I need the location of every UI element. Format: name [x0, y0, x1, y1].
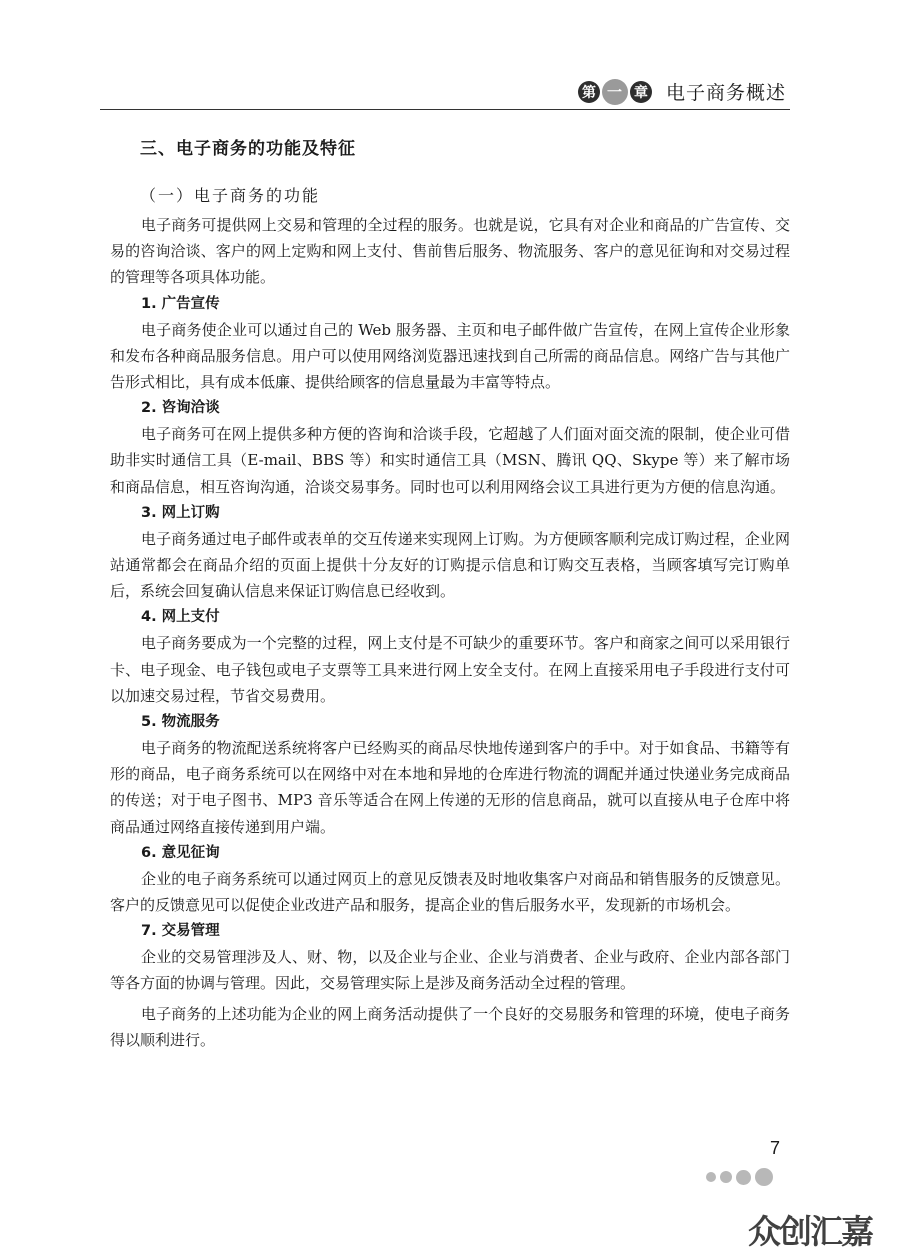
item-heading-consult: 2. 咨询洽谈	[141, 400, 220, 417]
running-header	[100, 74, 790, 110]
item-text-management: 企业的交易管理涉及人、财、物，以及企业与企业、企业与消费者、企业与政府、企业内部各部门等各方面的协调与管理。因此，交易管理实际上是涉及商务活动全过程的管理。	[110, 948, 790, 993]
item-heading-management: 7. 交易管理	[141, 923, 220, 940]
page-number: 7	[770, 1138, 781, 1158]
ornament-dot	[736, 1170, 751, 1185]
item-text-order: 电子商务通过电子邮件或表单的交互传递来实现网上订购。为方便顾客顺利完成订购过程，企业网站通常都会在商品介绍的页面上提供十分友好的订购提示信息和订购交互表格，当顾客填写完订购单后，系统会回复确认信息来保证订购信息已经收到。	[110, 529, 790, 601]
page-dots-ornament	[706, 1168, 773, 1186]
item-text-logistics: 电子商务的物流配送系统将客户已经购买的商品尽快地传递到客户的手中。对于如食品、书籍等有形的商品，电子商务系统可以在网络中对在本地和异地的仓库进行物流的调配并通过快递业务完成商品的传送；对于电子图书、MP3 音乐等适合在网上传递的无形的信息商品，就可以直接从电子仓库中将商品通过网络直接传递到用户端。	[110, 739, 790, 836]
item-heading-logistics: 5. 物流服务	[141, 714, 220, 731]
item-text-ad: 电子商务使企业可以通过自己的 Web 服务器、主页和电子邮件做广告宣传，在网上宣传企业形象和发布各种商品服务信息。用户可以使用网络浏览器迅速找到自己所需的商品信息。网络广告与其他广告形式相比，具有成本低廉、提供给顾客的信息量最为丰富等特点。	[110, 320, 790, 392]
chapter-number-badge: 一	[602, 79, 628, 105]
watermark: 众创汇嘉	[748, 1212, 872, 1251]
item-heading-ad: 1. 广告宣传	[141, 295, 220, 312]
ornament-dot	[706, 1172, 716, 1182]
item-text-consult: 电子商务可在网上提供多种方便的咨询和洽谈手段，它超越了人们面对面交流的限制，使企业可借助非实时通信工具（E-mail、BBS 等）和实时通信工具（MSN、腾讯 QQ、Skype 等）来了解市场和商品信息，相互咨询沟通，洽谈交易事务。同时也可以利用网络会议工具进行更为方便的信息沟通。	[110, 425, 790, 496]
header-divider	[100, 109, 790, 110]
item-heading-order: 3. 网上订购	[141, 504, 220, 521]
chapter-prefix: 第	[578, 81, 600, 103]
chapter-name: 电子商务概述	[665, 82, 786, 104]
subsection-title: （一）电子商务的功能	[140, 186, 321, 205]
ornament-dot	[720, 1171, 732, 1183]
intro-paragraph: 电子商务可提供网上交易和管理的全过程的服务。也就是说，它具有对企业和商品的广告宣传、交易的咨询洽谈、客户的网上定购和网上支付、售前售后服务、物流服务、客户的意见征询和对交易过程的管理等各项具体功能。	[110, 216, 790, 287]
item-text-feedback: 企业的电子商务系统可以通过网页上的意见反馈表及时地收集客户对商品和销售服务的反馈意见。客户的反馈意见可以促使企业改进产品和服务，提高企业的售后服务水平，发现新的市场机会。	[110, 869, 790, 915]
page-body	[110, 128, 790, 1053]
conclusion-paragraph: 电子商务的上述功能为企业的网上商务活动提供了一个良好的交易服务和管理的环境，使电子商务得以顺利进行。	[110, 1004, 790, 1049]
item-heading-payment: 4. 网上支付	[141, 609, 220, 626]
item-text-payment: 电子商务要成为一个完整的过程，网上支付是不可缺少的重要环节。客户和商家之间可以采用银行卡、电子现金、电子钱包或电子支票等工具来进行网上安全支付。在网上直接采用电子手段进行支付可以加速交易过程，节省交易费用。	[110, 634, 790, 705]
chapter-suffix: 章	[630, 81, 652, 103]
item-heading-feedback: 6. 意见征询	[141, 844, 220, 861]
chapter-label	[578, 78, 786, 105]
ornament-dot	[755, 1168, 773, 1186]
section-title: 三、电子商务的功能及特征	[140, 139, 356, 159]
